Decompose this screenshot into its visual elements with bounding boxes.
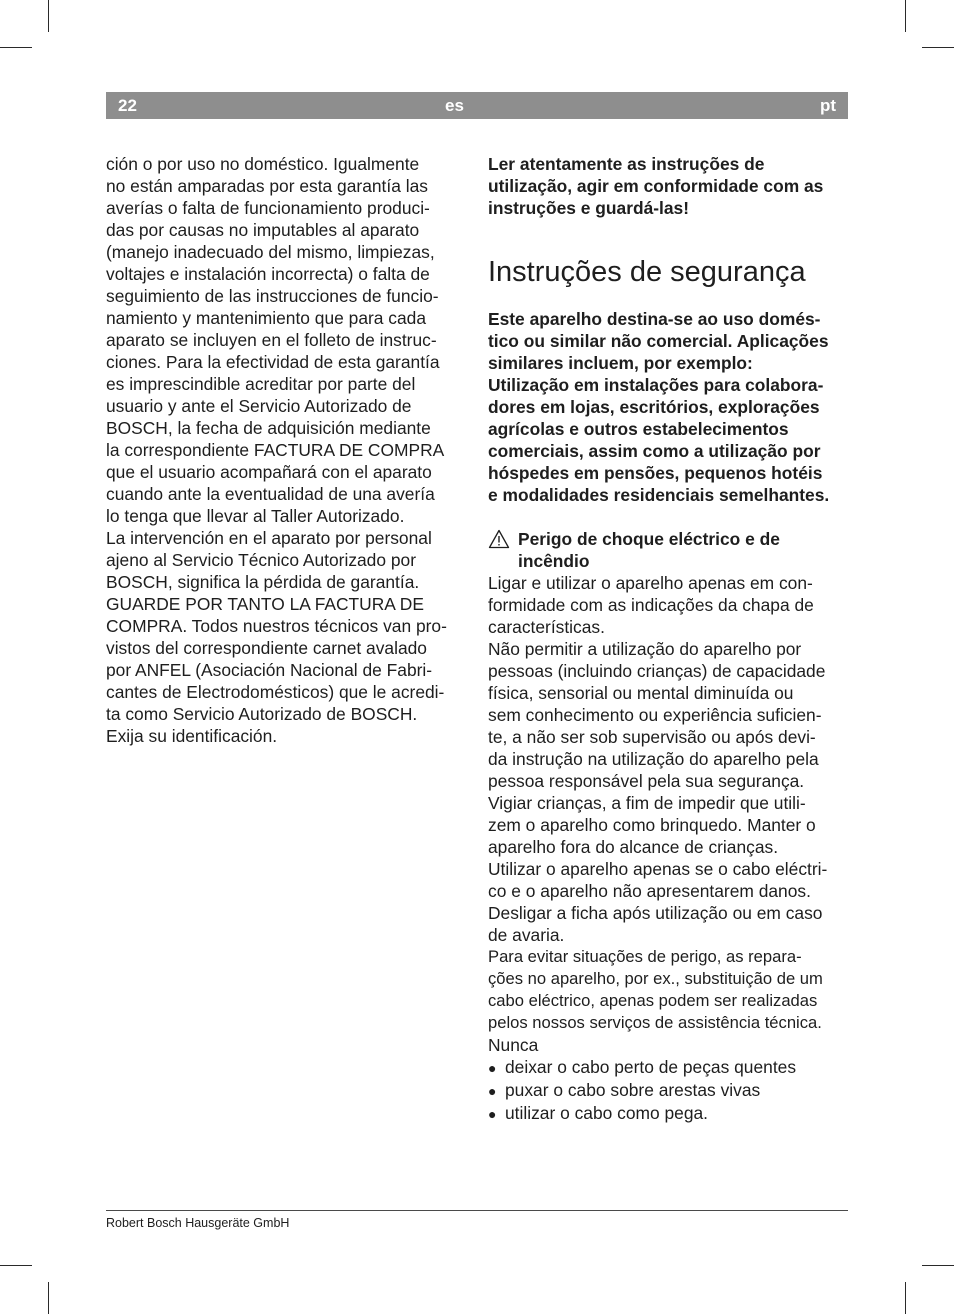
text-line: por ANFEL (Asociación Nacional de Fabri- (106, 660, 433, 680)
text-line: (manejo inadecuado del mismo, limpiezas, (106, 242, 435, 262)
purpose-line: comerciais, assim como a utilização por (488, 441, 821, 461)
body-line: Ligar e utilizar o aparelho apenas em con- (488, 573, 813, 593)
text-line: cantes de Electrodomésticos) que le acredi- (106, 682, 445, 702)
crop-mark (922, 1265, 954, 1266)
bullet-item (488, 1102, 848, 1125)
purpose-line: similares incluem, por exemplo: (488, 353, 753, 373)
bullet-item (488, 1056, 848, 1079)
safety-body-text (488, 572, 848, 946)
text-line: BOSCH, significa la pérdida de garantía. (106, 572, 420, 592)
purpose-line: hóspedes em pensões, pequenos hotéis (488, 463, 823, 483)
text-line: voltajes e instalación incorrecta) o falta de (106, 264, 430, 284)
body-line: co e o aparelho não apresentarem danos. (488, 881, 811, 901)
section-heading: Instruções de segurança (488, 256, 806, 288)
crop-mark (922, 47, 954, 48)
repair-notice (488, 946, 848, 1034)
bullet-dot-icon: ● (488, 1083, 497, 1099)
right-column-safety (488, 153, 848, 1125)
warning-triangle-icon (488, 529, 510, 549)
crop-mark (905, 1282, 906, 1314)
body-line: sem conhecimento ou experiência suficien- (488, 705, 822, 725)
crop-mark (0, 1265, 32, 1266)
purpose-line: Utilização em instalações para colabora- (488, 375, 824, 395)
intro-line: utilização, agir em conformidade com as (488, 176, 824, 196)
text-line: namiento y mantenimiento que para cada (106, 308, 426, 328)
body-line: formidade com as indicações da chapa de (488, 595, 814, 615)
body-line: física, sensorial ou mental diminuída ou (488, 683, 794, 703)
bullet-dot-icon: ● (488, 1106, 497, 1122)
text-line: es imprescindible acreditar por parte del (106, 374, 416, 394)
crop-mark (48, 1282, 49, 1314)
purpose-line: Este aparelho destina-se ao uso domés- (488, 309, 821, 329)
body-line: pessoas (incluindo crianças) de capacidade (488, 661, 826, 681)
repair-line: ções no aparelho, por ex., substituição de um (488, 969, 823, 988)
text-line: seguimiento de las instrucciones de funcio- (106, 286, 439, 306)
purpose-line: dores em lojas, escritórios, explorações (488, 397, 820, 417)
page-number: 22 (118, 96, 137, 115)
never-label: Nunca (488, 1035, 539, 1055)
bullet-text: puxar o cabo sobre arestas vivas (505, 1080, 761, 1100)
crop-mark (0, 47, 32, 48)
text-line: GUARDE POR TANTO LA FACTURA DE (106, 594, 424, 614)
purpose-line: agrícolas e outros estabelecimentos (488, 419, 789, 439)
warning-title-line: incêndio (518, 551, 590, 571)
repair-line: cabo eléctrico, apenas podem ser realizadas (488, 991, 818, 1010)
bullet-dot-icon: ● (488, 1060, 497, 1076)
bullet-list (488, 1056, 848, 1125)
footer-company: Robert Bosch Hausgeräte GmbH (106, 1216, 290, 1230)
text-line: Exija su identificación. (106, 726, 278, 746)
bullet-text: deixar o cabo perto de peças quentes (505, 1057, 797, 1077)
language-label-pt: pt (819, 96, 836, 115)
intended-use-paragraph (488, 308, 848, 506)
crop-mark (905, 0, 906, 32)
text-line: ción o por uso no doméstico. Igualmente (106, 154, 420, 174)
text-line: cuando ante la eventualidad de una avería (106, 484, 435, 504)
body-line: te, a não ser sob supervisão ou após devi- (488, 727, 816, 747)
text-line: ta como Servicio Autorizado de BOSCH. (106, 704, 418, 724)
purpose-line: tico ou similar não comercial. Aplicações (488, 331, 829, 351)
text-line: que el usuario acompañará con el aparato (106, 462, 432, 482)
body-line: Desligar a ficha após utilização ou em caso (488, 903, 823, 923)
body-line: da instrução na utilização do aparelho pela (488, 749, 819, 769)
purpose-line: e modalidades residenciais semelhantes. (488, 485, 830, 505)
text-line: no están amparadas por esta garantía las (106, 176, 428, 196)
text-line: lo tenga que llevar al Taller Autorizado. (106, 506, 405, 526)
page-header-bar (106, 92, 848, 119)
bullet-item (488, 1079, 848, 1102)
crop-mark (48, 0, 49, 32)
language-label-es: es (445, 96, 464, 115)
left-column-warranty-text (106, 153, 466, 747)
footer-divider (106, 1210, 848, 1211)
body-line: pessoa responsável pela sua segurança. (488, 771, 805, 791)
text-line: averías o falta de funcionamiento produci- (106, 198, 430, 218)
bullet-text: utilizar o cabo como pega. (505, 1103, 709, 1123)
text-line: BOSCH, la fecha de adquisición mediante (106, 418, 431, 438)
body-line: características. (488, 617, 605, 637)
warning-title (488, 528, 848, 572)
intro-line: instruções e guardá-las! (488, 198, 690, 218)
warning-title-line: Perigo de choque eléctrico e de (518, 529, 780, 549)
text-line: La intervención en el aparato por personal (106, 528, 432, 548)
body-line: Não permitir a utilização do aparelho por (488, 639, 802, 659)
intro-line: Ler atentamente as instruções de (488, 154, 765, 174)
intro-notice (488, 153, 848, 219)
text-line: das por causas no imputables al aparato (106, 220, 420, 240)
text-line: aparato se incluyen en el folleto de instruc- (106, 330, 437, 350)
text-line: COMPRA. Todos nuestros técnicos van pro- (106, 616, 447, 636)
body-line: Vigiar crianças, a fim de impedir que utili- (488, 793, 806, 813)
body-line: Utilizar o aparelho apenas se o cabo eléctri- (488, 859, 828, 879)
text-line: ajeno al Servicio Técnico Autorizado por (106, 550, 416, 570)
body-line: de avaria. (488, 925, 565, 945)
text-line: vistos del correspondiente carnet avalado (106, 638, 427, 658)
body-line: aparelho fora do alcance de crianças. (488, 837, 779, 857)
repair-line: pelos nossos serviços de assistência técnica. (488, 1013, 822, 1032)
body-line: zem o aparelho como brinquedo. Manter o (488, 815, 816, 835)
text-line: usuario y ante el Servicio Autorizado de (106, 396, 412, 416)
text-line: ciones. Para la efectividad de esta garantía (106, 352, 440, 372)
repair-line: Para evitar situações de perigo, as repara- (488, 947, 802, 966)
text-line: la correspondiente FACTURA DE COMPRA (106, 440, 445, 460)
